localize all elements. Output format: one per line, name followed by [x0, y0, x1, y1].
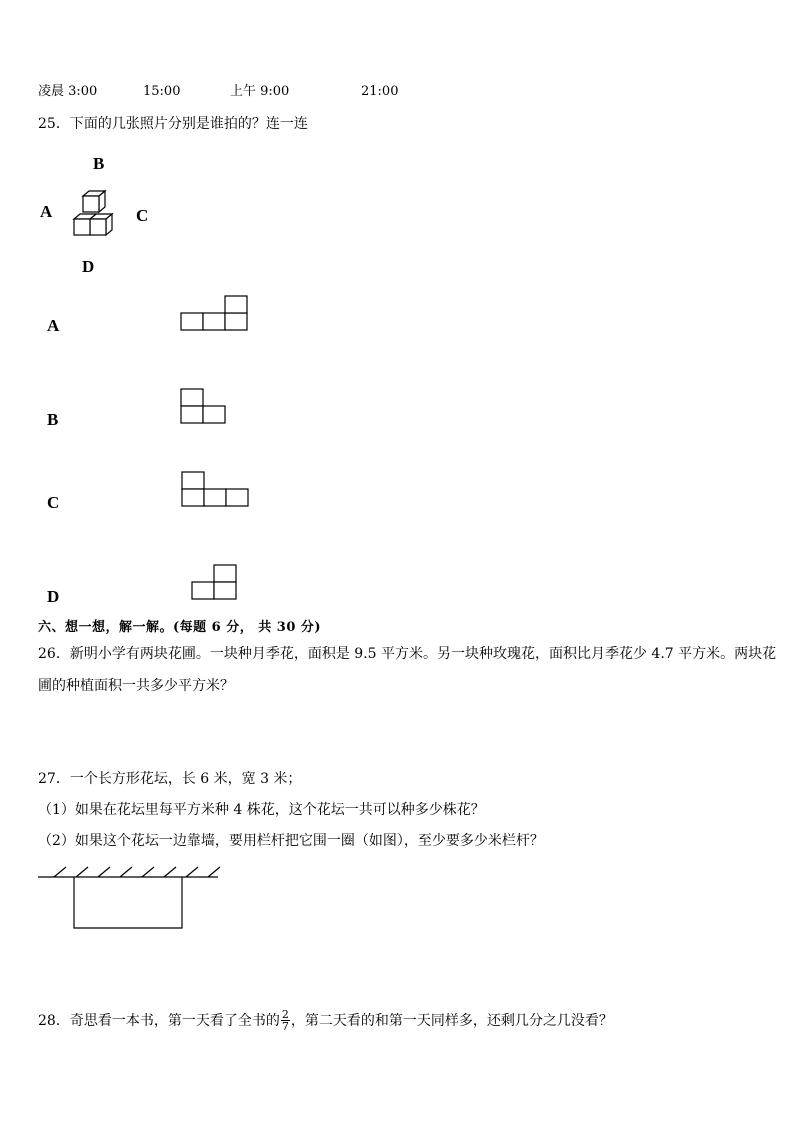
time-option-1: 凌晨 3:00	[38, 84, 98, 99]
q28-fraction	[281, 1009, 290, 1032]
time-option-2: 15:00	[143, 84, 181, 99]
photo-b-figure	[180, 388, 228, 426]
q27-line-1: 27．一个长方形花坛，长 6 米，宽 3 米；	[38, 771, 302, 787]
photo-label-d: D	[47, 587, 60, 606]
q28-text-before: 28．奇思看一本书，第一天看了全书的	[38, 1012, 280, 1029]
view-label-left: A	[40, 202, 53, 221]
photo-label-a: A	[47, 316, 60, 335]
photo-a-figure	[180, 295, 250, 333]
q28-fraction-numerator: 2	[281, 1008, 289, 1021]
time-option-4: 21:00	[361, 84, 399, 99]
time-option-3: 上午 9:00	[230, 84, 290, 99]
q27-line-2: （1）如果在花坛里每平方米种 4 株花，这个花坛一共可以种多少株花？	[38, 802, 485, 818]
view-label-top: B	[93, 154, 105, 173]
section-6-heading: 六、想一想，解一解。(每题 6 分， 共 30 分)	[38, 620, 322, 635]
q28-fraction-denominator: 7	[281, 1020, 289, 1033]
flowerbed-wall-figure	[36, 864, 222, 932]
photo-c-figure	[181, 471, 251, 509]
q27-line-3: （2）如果这个花坛一边靠墙，要用栏杆把它围一圈（如图），至少要多少米栏杆？	[38, 833, 544, 849]
q26-line-1: 26．新明小学有两块花圃。一块种月季花，面积是 9.5 平方米。另一块种玫瑰花，面积比月季花少 4.7 平方米。两块花	[38, 646, 777, 662]
photo-d-figure	[191, 564, 239, 602]
photo-label-c: C	[47, 493, 60, 512]
cube-stack-figure	[70, 190, 126, 244]
photo-label-b: B	[47, 410, 59, 429]
q28-text-after: ，第二天看的和第一天同样多，还剩几分之几没看？	[290, 1012, 613, 1029]
view-label-bottom: D	[82, 257, 95, 276]
q25-prompt: 25．下面的几张照片分别是谁拍的？连一连	[38, 116, 308, 132]
q26-line-2: 圃的种植面积一共多少平方米？	[38, 678, 234, 694]
q28-line	[38, 1009, 613, 1032]
view-label-right: C	[136, 206, 149, 225]
